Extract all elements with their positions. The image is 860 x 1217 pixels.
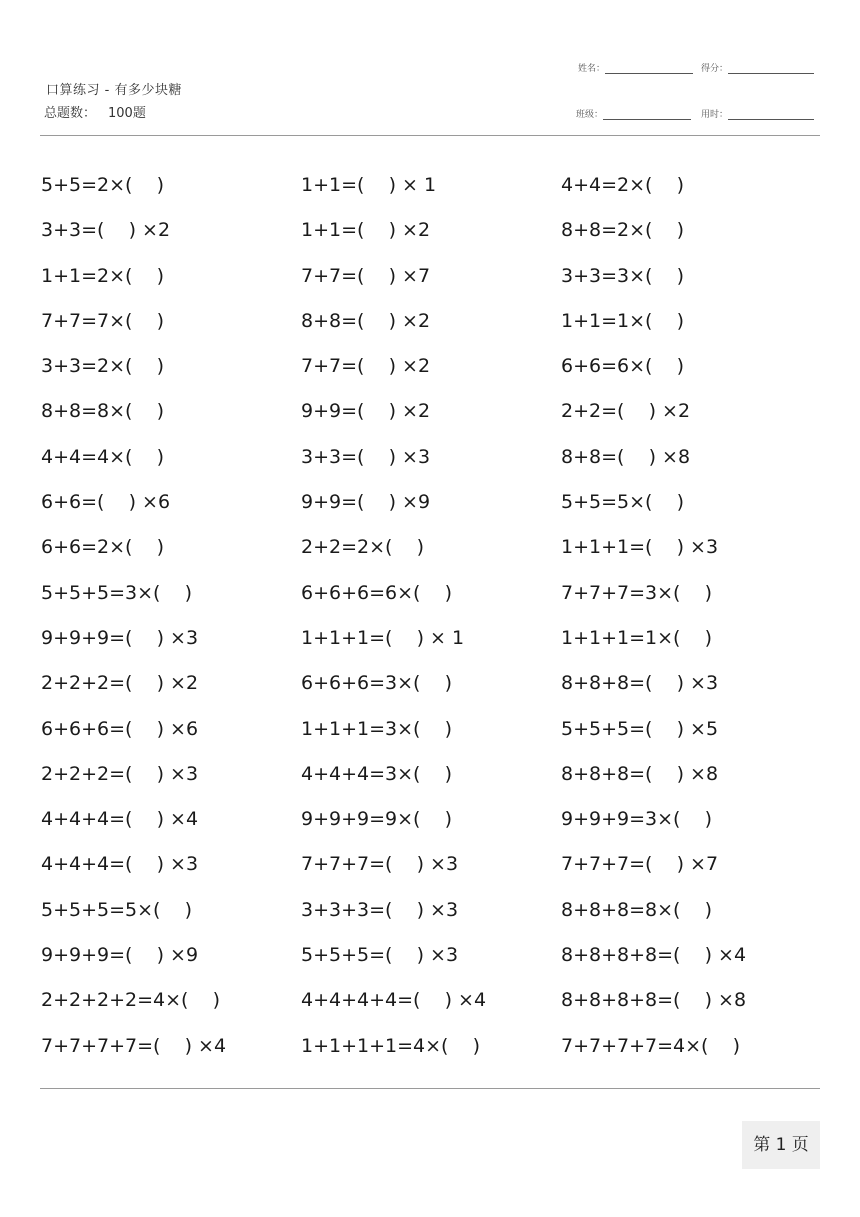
problem-item: 8+8+8=( ) ×3 bbox=[561, 672, 719, 695]
problem-item: 5+5=5×( ) bbox=[561, 491, 685, 514]
problem-item: 9+9=( ) ×9 bbox=[301, 491, 431, 514]
problem-item: 7+7+7+7=( ) ×4 bbox=[41, 1034, 227, 1057]
name-field[interactable] bbox=[578, 61, 693, 74]
total-count-label: 总题数： bbox=[44, 106, 97, 121]
time-field[interactable] bbox=[701, 107, 814, 120]
problem-item: 3+3+3=( ) ×3 bbox=[301, 898, 459, 921]
page-number-badge: 第 1 页 bbox=[742, 1121, 820, 1169]
problem-item: 1+1+1=( ) × 1 bbox=[301, 626, 465, 649]
problem-item: 9+9=( ) ×2 bbox=[301, 400, 431, 423]
problem-item: 9+9+9=3×( ) bbox=[561, 808, 713, 831]
problem-item: 2+2=2×( ) bbox=[301, 536, 425, 559]
problem-item: 4+4+4=( ) ×3 bbox=[41, 853, 199, 876]
problem-item: 2+2+2=( ) ×2 bbox=[41, 672, 199, 695]
problem-item: 5+5=2×( ) bbox=[41, 174, 165, 196]
problem-item: 9+9+9=( ) ×9 bbox=[41, 944, 199, 967]
score-label: 得分： bbox=[701, 64, 729, 74]
problem-item: 8+8+8=8×( ) bbox=[561, 898, 713, 921]
problem-item: 7+7+7=3×( ) bbox=[561, 581, 713, 604]
problem-item: 9+9+9=9×( ) bbox=[301, 808, 453, 831]
time-blank-line[interactable] bbox=[728, 109, 814, 120]
problem-item: 5+5+5=( ) ×5 bbox=[561, 717, 719, 740]
total-count-value: 100题 bbox=[108, 106, 146, 121]
problem-item: 7+7=( ) ×7 bbox=[301, 264, 431, 287]
problem-item: 8+8+8+8=( ) ×4 bbox=[561, 944, 747, 967]
problem-item: 6+6+6=( ) ×6 bbox=[41, 717, 199, 740]
problem-item: 7+7+7=( ) ×3 bbox=[301, 853, 459, 876]
problem-item: 6+6+6=6×( ) bbox=[301, 581, 453, 604]
problem-item: 3+3=( ) ×3 bbox=[301, 445, 431, 468]
header-divider bbox=[40, 135, 820, 136]
problem-item: 2+2+2+2=4×( ) bbox=[41, 989, 221, 1012]
class-field[interactable] bbox=[576, 107, 691, 120]
problem-item: 8+8=( ) ×8 bbox=[561, 445, 691, 468]
problem-item: 5+5+5=3×( ) bbox=[41, 581, 193, 604]
problem-item: 8+8+8=( ) ×8 bbox=[561, 762, 719, 785]
score-blank-line[interactable] bbox=[728, 63, 814, 74]
class-blank-line[interactable] bbox=[603, 109, 691, 120]
footer-divider bbox=[40, 1088, 820, 1089]
problem-item: 3+3=( ) ×2 bbox=[41, 219, 171, 242]
problem-item: 1+1=( ) ×2 bbox=[301, 219, 431, 242]
problem-item: 4+4+4=( ) ×4 bbox=[41, 808, 199, 831]
problem-item: 4+4+4+4=( ) ×4 bbox=[301, 989, 487, 1012]
class-label: 班级： bbox=[576, 110, 604, 120]
problem-grid bbox=[41, 168, 821, 1074]
name-blank-line[interactable] bbox=[605, 63, 693, 74]
problem-item: 2+2+2=( ) ×3 bbox=[41, 762, 199, 785]
problem-item: 5+5+5=5×( ) bbox=[41, 898, 193, 921]
problem-item: 3+3=3×( ) bbox=[561, 264, 685, 287]
problem-item: 7+7=( ) ×2 bbox=[301, 355, 431, 378]
problem-item: 8+8=2×( ) bbox=[561, 219, 685, 242]
problem-item: 1+1+1=3×( ) bbox=[301, 717, 453, 740]
problem-item: 8+8=( ) ×2 bbox=[301, 309, 431, 332]
total-count bbox=[44, 102, 146, 121]
problem-item: 7+7=7×( ) bbox=[41, 309, 165, 332]
worksheet-title: 口算练习 - 有多少块糖 bbox=[46, 83, 182, 98]
problem-item: 1+1+1=1×( ) bbox=[561, 626, 713, 649]
problem-item: 3+3=2×( ) bbox=[41, 355, 165, 378]
problem-item: 6+6=6×( ) bbox=[561, 355, 685, 378]
problem-item: 4+4=4×( ) bbox=[41, 445, 165, 468]
problem-item: 7+7+7+7=4×( ) bbox=[561, 1034, 741, 1057]
name-label: 姓名： bbox=[578, 64, 606, 74]
problem-item: 6+6=( ) ×6 bbox=[41, 491, 171, 514]
problem-item: 4+4=2×( ) bbox=[561, 174, 685, 196]
problem-item: 1+1=2×( ) bbox=[41, 264, 165, 287]
problem-item: 1+1+1=( ) ×3 bbox=[561, 536, 719, 559]
problem-item: 7+7+7=( ) ×7 bbox=[561, 853, 719, 876]
problem-item: 1+1=1×( ) bbox=[561, 309, 685, 332]
problem-item: 8+8=8×( ) bbox=[41, 400, 165, 423]
problem-item: 4+4+4=3×( ) bbox=[301, 762, 453, 785]
time-label: 用时： bbox=[701, 110, 729, 120]
problem-item: 8+8+8+8=( ) ×8 bbox=[561, 989, 747, 1012]
score-field[interactable] bbox=[701, 61, 814, 74]
problem-item: 2+2=( ) ×2 bbox=[561, 400, 691, 423]
problem-item: 9+9+9=( ) ×3 bbox=[41, 626, 199, 649]
problem-item: 1+1+1+1=4×( ) bbox=[301, 1034, 481, 1057]
problem-item: 6+6=2×( ) bbox=[41, 536, 165, 559]
problem-item: 1+1=( ) × 1 bbox=[301, 174, 437, 196]
problem-item: 6+6+6=3×( ) bbox=[301, 672, 453, 695]
problem-item: 5+5+5=( ) ×3 bbox=[301, 944, 459, 967]
